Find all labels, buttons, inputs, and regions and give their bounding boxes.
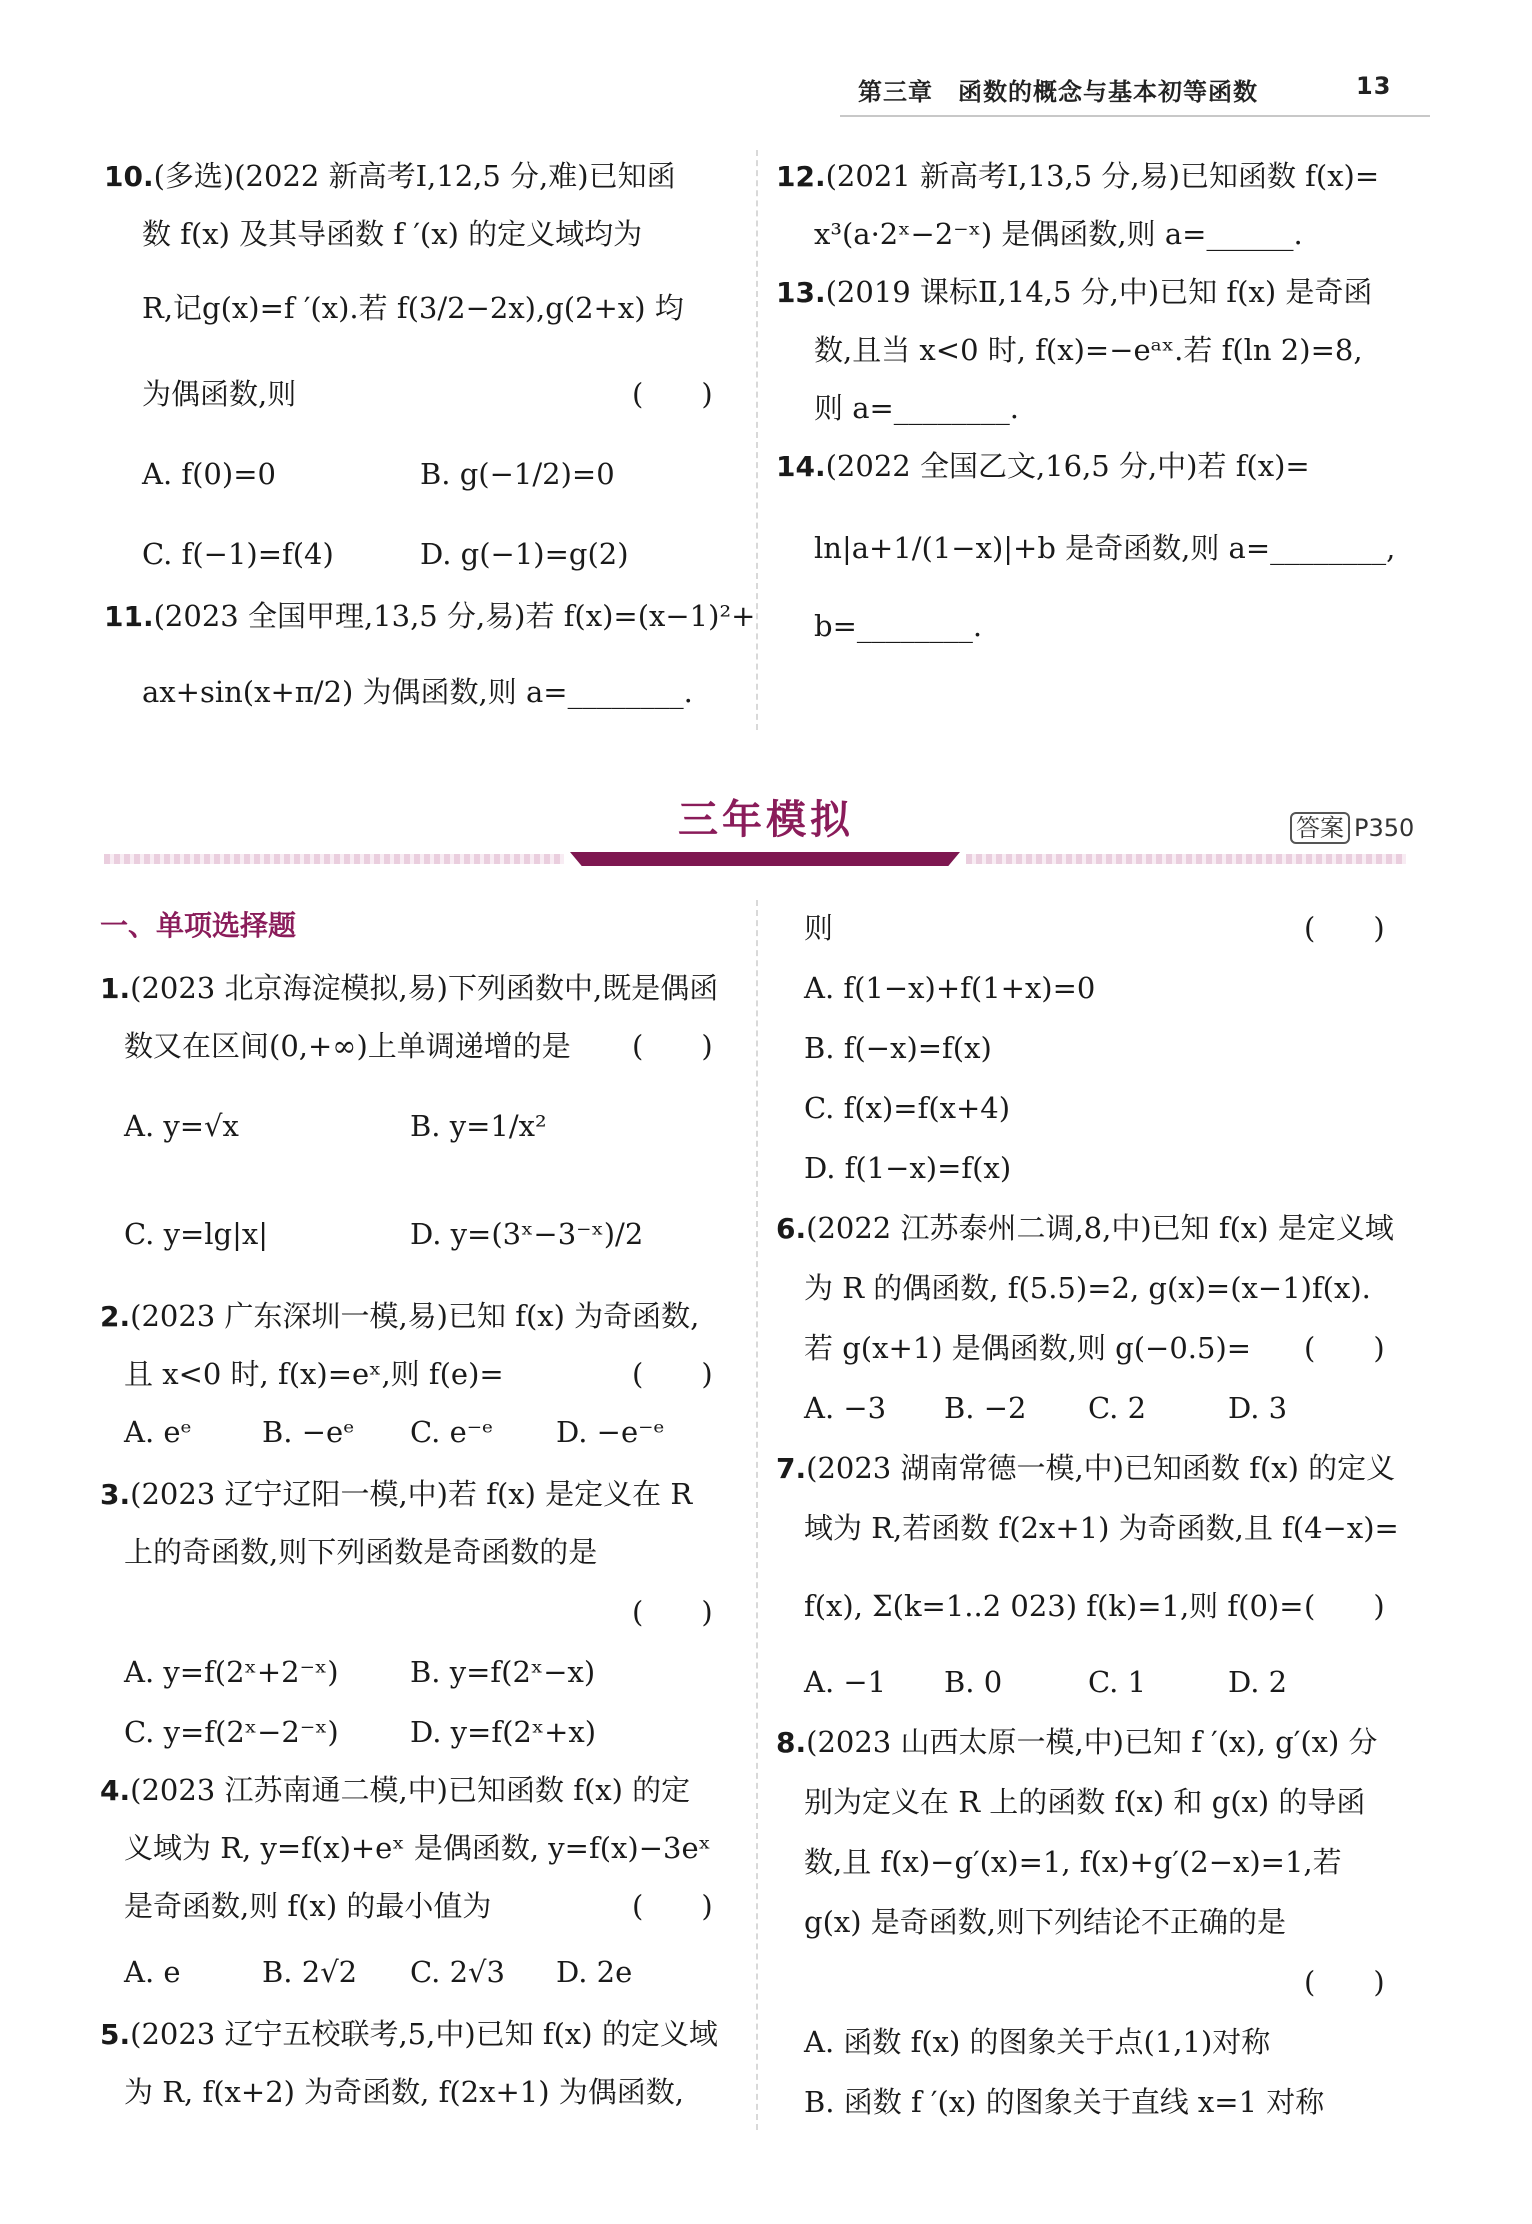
question-8-line-2: 别为定义在 R 上的函数 f(x) 和 g(x) 的导函 [804, 1785, 1366, 1819]
option-c: C. 1 [1088, 1665, 1147, 1699]
question-7-line-1 [776, 1446, 1395, 1491]
question-number: 13. [776, 276, 826, 309]
option-b: B. 2√2 [262, 1955, 358, 1989]
banner-bar [570, 852, 960, 866]
question-8-line-1 [776, 1720, 1378, 1765]
option-a: A. y=f(2ˣ+2⁻ˣ) [124, 1655, 339, 1689]
question-text: (2023 辽宁五校联考,5,中)已知 f(x) 的定义域 [130, 2017, 718, 2051]
page-number: 13 [1356, 72, 1392, 100]
question-13-line-3: 则 a=________. [814, 391, 1020, 425]
question-number: 2. [100, 1300, 131, 1333]
option-a: A. e [124, 1955, 181, 1989]
question-7-line-2: 域为 R,若函数 f(2x+1) 为奇函数,且 f(4−x)= [804, 1511, 1399, 1545]
column-divider-lower [756, 900, 758, 2130]
question-14-line-1 [776, 444, 1310, 489]
question-4-line-1 [100, 1768, 690, 1813]
option-a: A. −1 [804, 1665, 887, 1699]
question-text: (2023 湖南常德一模,中)已知函数 f(x) 的定义 [806, 1451, 1396, 1485]
option-b: B. y=f(2ˣ−x) [410, 1655, 596, 1689]
question-13-line-1 [776, 270, 1372, 315]
header-rule [840, 115, 1430, 117]
question-1-line-2: 数又在区间(0,+∞)上单调递增的是 [124, 1029, 571, 1063]
option-a: A. eᵉ [124, 1415, 192, 1449]
question-12-line-1 [776, 154, 1379, 199]
option-a: A. 函数 f(x) 的图象关于点(1,1)对称 [804, 2025, 1271, 2059]
option-a: A. −3 [804, 1391, 887, 1425]
option-c: C. f(x)=f(x+4) [804, 1091, 1011, 1125]
question-number: 11. [104, 600, 154, 633]
question-5-line-1 [100, 2012, 718, 2057]
question-text: (2023 辽宁辽阳一模,中)若 f(x) 是定义在 R [130, 1477, 693, 1511]
question-text: (2023 山西太原一模,中)已知 f ′(x), g′(x) 分 [806, 1725, 1378, 1759]
section-title: 一、单项选择题 [100, 909, 297, 942]
answer-parentheses: ( ) [1304, 911, 1385, 945]
answer-page: P350 [1354, 814, 1415, 842]
question-text: (2023 广东深圳一模,易)已知 f(x) 为奇函数, [130, 1299, 700, 1333]
question-5-line-3: 则 [804, 911, 834, 945]
question-number: 6. [776, 1212, 807, 1245]
question-1-line-1 [100, 966, 718, 1011]
question-number: 8. [776, 1726, 807, 1759]
question-number: 4. [100, 1774, 131, 1807]
question-text: (2019 课标Ⅱ,14,5 分,中)已知 f(x) 是奇函 [825, 275, 1373, 309]
question-2-line-1 [100, 1294, 699, 1339]
question-10-line-1 [104, 154, 676, 199]
answer-parentheses: ( ) [632, 1595, 713, 1629]
option-c: C. 2√3 [410, 1955, 505, 1989]
question-10-line-4: 为偶函数,则 [142, 377, 297, 411]
answer-parentheses: ( ) [1304, 1589, 1385, 1623]
option-d: D. y=(3ˣ−3⁻ˣ)/2 [410, 1217, 644, 1251]
option-b: B. y=1/x² [410, 1109, 547, 1143]
answer-parentheses: ( ) [632, 377, 713, 411]
option-c: C. 2 [1088, 1391, 1147, 1425]
question-8-line-4: g(x) 是奇函数,则下列结论不正确的是 [804, 1905, 1286, 1939]
chapter-header: 第三章 函数的概念与基本初等函数 [858, 78, 1258, 106]
question-text: (2023 北京海淀模拟,易)下列函数中,既是偶函 [130, 971, 719, 1005]
question-text: (2021 新高考Ⅰ,13,5 分,易)已知函数 f(x)= [825, 159, 1380, 193]
option-a: A. y=√x [124, 1109, 239, 1143]
question-number: 10. [104, 160, 154, 193]
answer-reference [1290, 808, 1414, 843]
banner-stripe-right [966, 854, 1406, 864]
answer-parentheses: ( ) [1304, 1331, 1385, 1365]
question-number: 12. [776, 160, 826, 193]
answer-parentheses: ( ) [632, 1357, 713, 1391]
question-6-line-1 [776, 1206, 1394, 1251]
question-6-line-2: 为 R 的偶函数, f(5.5)=2, g(x)=(x−1)f(x). [804, 1271, 1371, 1305]
option-c: C. y=f(2ˣ−2⁻ˣ) [124, 1715, 339, 1749]
question-11-line-1 [104, 594, 755, 639]
question-number: 3. [100, 1478, 131, 1511]
question-text: (2022 江苏泰州二调,8,中)已知 f(x) 是定义域 [806, 1211, 1394, 1245]
option-b: B. f(−x)=f(x) [804, 1031, 992, 1065]
question-number: 1. [100, 972, 131, 1005]
question-14-line-2: ln|a+1/(1−x)|+b 是奇函数,则 a=________, [814, 531, 1396, 565]
question-3-line-1 [100, 1472, 692, 1517]
question-13-line-2: 数,且当 x<0 时, f(x)=−eᵃˣ.若 f(ln 2)=8, [814, 333, 1363, 367]
question-5-line-2: 为 R, f(x+2) 为奇函数, f(2x+1) 为偶函数, [124, 2075, 684, 2109]
question-4-line-2: 义域为 R, y=f(x)+eˣ 是偶函数, y=f(x)−3eˣ [124, 1831, 711, 1865]
question-14-line-3: b=________. [814, 609, 983, 643]
question-8-line-3: 数,且 f(x)−g′(x)=1, f(x)+g′(2−x)=1,若 [804, 1845, 1342, 1879]
question-4-line-3: 是奇函数,则 f(x) 的最小值为 [124, 1889, 492, 1923]
question-text: (2023 全国甲理,13,5 分,易)若 f(x)=(x−1)²+ [153, 599, 756, 633]
answer-label: 答案 [1290, 812, 1350, 844]
question-text: (2023 江苏南通二模,中)已知函数 f(x) 的定 [130, 1773, 691, 1807]
option-c: C. f(−1)=f(4) [142, 537, 334, 571]
question-text: (多选)(2022 新高考Ⅰ,12,5 分,难)已知函 [153, 159, 676, 193]
answer-parentheses: ( ) [632, 1889, 713, 1923]
option-b: B. 函数 f ′(x) 的图象关于直线 x=1 对称 [804, 2085, 1325, 2119]
question-text: (2022 全国乙文,16,5 分,中)若 f(x)= [825, 449, 1310, 483]
option-d: D. 2e [556, 1955, 633, 1989]
option-a: A. f(1−x)+f(1+x)=0 [804, 971, 1096, 1005]
option-c: C. y=lg|x| [124, 1217, 269, 1251]
option-b: B. 0 [944, 1665, 1003, 1699]
question-7-line-3: f(x), Σ(k=1..2 023) f(k)=1,则 f(0)= [804, 1589, 1304, 1623]
answer-parentheses: ( ) [1304, 1965, 1385, 1999]
question-3-line-2: 上的奇函数,则下列函数是奇函数的是 [124, 1535, 598, 1569]
question-6-line-3: 若 g(x+1) 是偶函数,则 g(−0.5)= [804, 1331, 1252, 1365]
banner-stripe-left [104, 854, 564, 864]
option-d: D. −e⁻ᵉ [556, 1415, 665, 1449]
question-12-line-2: x³(a·2ˣ−2⁻ˣ) 是偶函数,则 a=______. [814, 217, 1303, 251]
answer-parentheses: ( ) [632, 1029, 713, 1063]
option-d: D. 2 [1228, 1665, 1288, 1699]
question-number: 5. [100, 2018, 131, 2051]
option-b: B. g(−1/2)=0 [420, 457, 615, 491]
question-2-line-2: 且 x<0 时, f(x)=eˣ,则 f(e)= [124, 1357, 504, 1391]
option-b: B. −eᵉ [262, 1415, 355, 1449]
option-d: D. g(−1)=g(2) [420, 537, 629, 571]
question-10-line-3: R,记g(x)=f ′(x).若 f(3/2−2x),g(2+x) 均 [142, 291, 684, 325]
section-banner-title: 三年模拟 [678, 797, 854, 843]
option-c: C. e⁻ᵉ [410, 1415, 494, 1449]
option-d: D. f(1−x)=f(x) [804, 1151, 1012, 1185]
option-a: A. f(0)=0 [142, 457, 276, 491]
option-b: B. −2 [944, 1391, 1027, 1425]
option-d: D. y=f(2ˣ+x) [410, 1715, 597, 1749]
question-11-line-2: ax+sin(x+π/2) 为偶函数,则 a=________. [142, 675, 693, 709]
option-d: D. 3 [1228, 1391, 1288, 1425]
question-number: 14. [776, 450, 826, 483]
column-divider-upper [756, 150, 758, 730]
question-10-line-2: 数 f(x) 及其导函数 f ′(x) 的定义域均为 [142, 217, 643, 251]
question-number: 7. [776, 1452, 807, 1485]
